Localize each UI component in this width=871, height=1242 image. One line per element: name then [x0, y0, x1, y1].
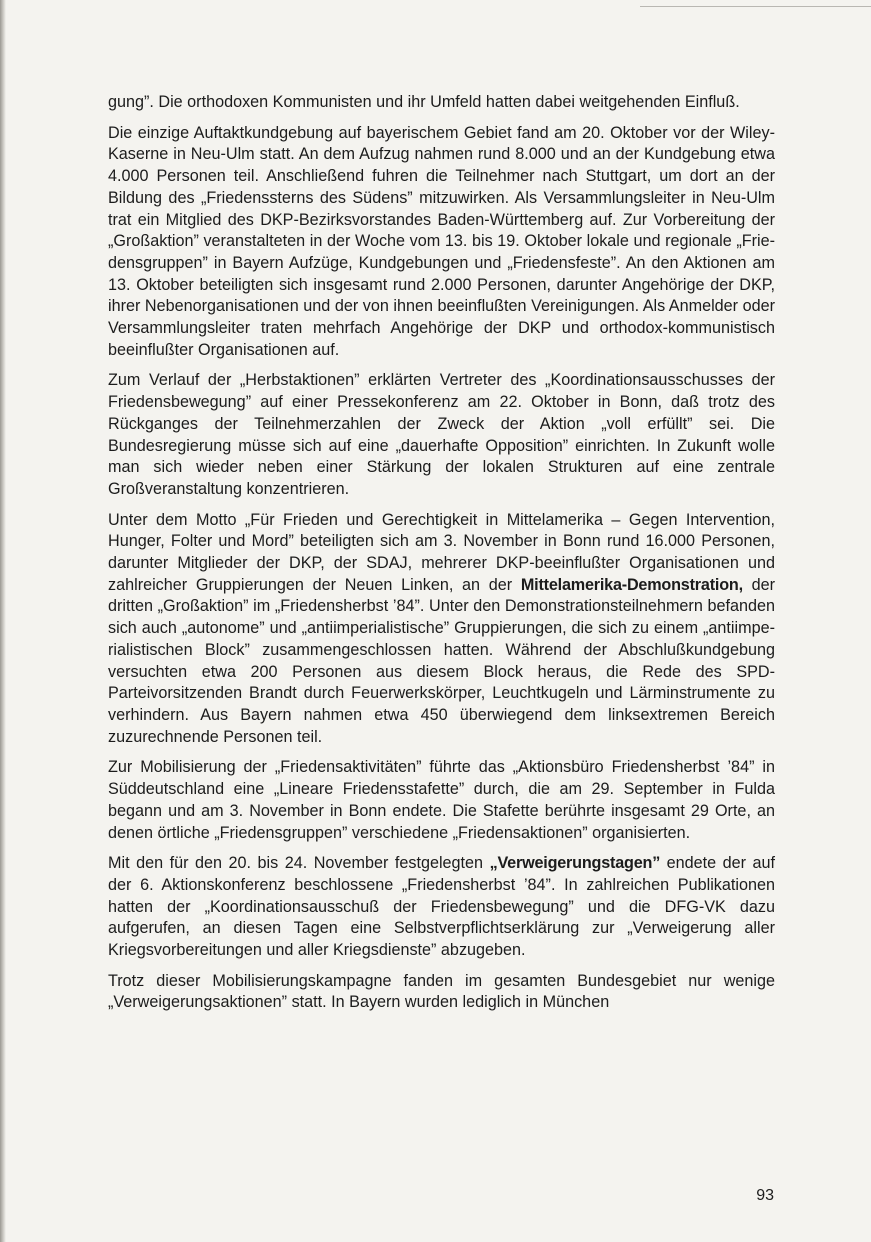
paragraph [108, 757, 775, 844]
text-segment: Zum Verlauf der „Herbstaktionen” erklärten Vertreter des „Koordinationsausschusses der Friedensbewegung” auf einer Pressekonferenz am 22. Oktober in Bonn, daß trotz des Rückganges der Teilnehmerzahlen der Zweck der Aktion „voll erfüllt” sei. Die Bundesregierung müsse sich auf eine „dauerhafte Opposition” einrichten. In Zukunft wolle man sich wieder neben einer Stärkung der lokalen Strukturen auf eine zentrale Großveranstaltung konzentrieren. [108, 371, 775, 498]
paragraph [108, 370, 775, 500]
paragraph [108, 510, 775, 749]
text-segment: der dritten „Großaktion” im „Friedensherbst ’84”. Unter den Demonstrationsteilnehmern befanden sich auch „autonome” und „antiimperialistische” Gruppierungen, die sich zu einem „antiimperialistischen Block” zusammengeschlossen hatten. Während der Abschlußkundgebung versuchten etwa 200 Personen aus diesem Block heraus, die Rede des SPD-Parteivorsitzenden Brandt durch Feuerwerkskörper, Leuchtkugeln und Lärminstrumente zu verhindern. Aus Bayern nahmen etwa 450 überwiegend dem linksextremen Bereich zuzurechnende Personen teil. [108, 575, 775, 746]
bold-term: „Verweigerungstagen” [489, 854, 661, 873]
page-binding-shadow [0, 0, 6, 1242]
paragraph [108, 92, 775, 114]
paragraph [108, 123, 775, 362]
text-segment: gung”. Die orthodoxen Kommunisten und ihr Umfeld hatten dabei weitgehenden Einfluß. [108, 93, 740, 111]
text-segment: Die einzige Auftaktkundgebung auf bayerischem Gebiet fand am 20. Oktober vor der Wiley-Kaserne in Neu-Ulm statt. An dem Aufzug nahmen rund 8.000 und an der Kundgebung etwa 4.000 Personen teil. Anschließend fuhren die Teilnehmer nach Stuttgart, um dort an der Bildung des „Friedenssterns des Südens” mitzuwirken. Als Versammlungsleiter in Neu-Ulm trat ein Mitglied des DKP-Bezirksvorstandes Baden-Württemberg auf. Zur Vorbereitung der „Großaktion” veranstalteten in der Woche vom 13. bis 19. Oktober lokale und regionale „Friedensgruppen” in Bayern Aufzüge, Kundgebungen und „Friedensfeste”. An den Aktionen am 13. Oktober beteiligten sich insgesamt rund 2.000 Personen, darunter Angehörige der DKP, ihrer Nebenorganisationen und der von ihnen beeinflußten Vereinigungen. Als Anmelder oder Versammlungsleiter traten mehrfach Angehörige der DKP und orthodox-kommunistisch beeinflußter Organisationen auf. [108, 123, 775, 359]
bold-term: Mittelamerika-Demonstration, [520, 575, 743, 594]
text-segment: endete der auf der 6. Aktionskonferenz beschlossene „Friedensherbst ’84”. In zahlreichen Publikationen hatten der „Koordinationsausschuß der Friedensbewegung” und die DFG-VK dazu aufgerufen, an diesen Tagen eine Selbstverpflichtserklärung zur „Verweigerung aller Kriegsvorbereitungen und aller Kriegsdienste” abzugeben. [108, 854, 776, 960]
body-text [108, 92, 775, 1023]
paragraph [108, 853, 775, 962]
page-top-edge-line [640, 6, 871, 7]
paragraph [108, 971, 775, 1014]
page-number: 93 [756, 1187, 774, 1204]
text-segment: Mit den für den 20. bis 24. November festgelegten [108, 854, 490, 873]
text-segment: Trotz dieser Mobilisierungskampagne fanden im gesamten Bundesgebiet nur wenige „Verweigerungsaktionen” statt. In Bayern wurden lediglich in München [108, 971, 775, 1012]
text-segment: Zur Mobilisierung der „Friedensaktivitäten” führte das „Aktionsbüro Friedensherbst ’84” in Süddeutschland eine „Lineare Friedensstafette” durch, die am 29. September in Fulda begann und am 3. November in Bonn endete. Die Stafette berührte insgesamt 29 Orte, an denen örtliche „Friedensgruppen” verschiedene „Friedensaktionen” organisierten. [108, 758, 775, 842]
text-segment: Unter dem Motto „Für Frieden und Gerechtigkeit in Mittelamerika – Gegen Intervention, Hunger, Folter und Mord” beteiligten sich am 3. November in Bonn rund 16.000 Personen, darunter Mitglieder der DKP, der SDAJ, mehrerer DKP-beeinflußter Organisationen und zahlreicher Gruppierungen der Neuen Linken, an der [108, 510, 775, 594]
